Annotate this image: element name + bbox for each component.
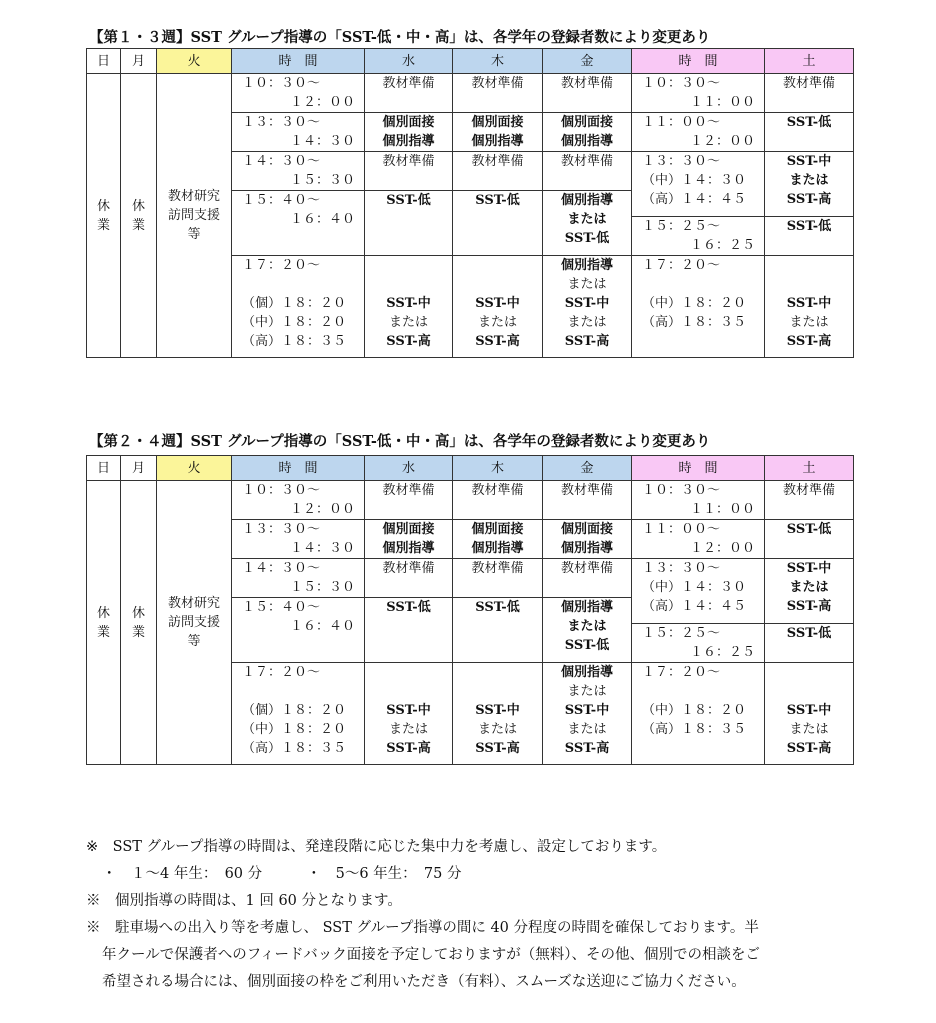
schedule-title-week-1-3: 【第１・３週】SST グループ指導の「SST-低・中・高」は、各学年の登録者数により変更あり [89,29,711,46]
header-thu: 木 [453,456,543,481]
time-slot-1540: １５：４０～ １６：４０ [232,598,365,663]
sat-1100: SST-低 [765,520,854,559]
time-slot-1430: １４：３０～ １５：３０ [232,559,365,598]
schedule-title-week-2-4: 【第２・４週】SST グループ指導の「SST-低・中・高」は、各学年の登録者数により変更あり [89,433,711,450]
header-mon: 月 [121,456,157,481]
header-row [87,456,854,481]
header-tue: 火 [157,49,232,74]
header-wed: 水 [365,49,453,74]
wed-1540: SST-低 [365,598,453,663]
schedule-table-week-1-3 [86,48,854,358]
wed-1030: 教材準備 [365,74,453,113]
sat-time-1525: １５：２５～ １６：２５ [632,217,765,256]
notes-section [86,834,760,996]
header-tue: 火 [157,456,232,481]
time-slot-1030: １０：３０～ １２：００ [232,74,365,113]
wed-1720: SST-中 または SST-高 [365,663,453,765]
sat-time-1100: １１：００～ １２：００ [632,113,765,152]
fri-1720: 個別指導 または SST-中 または SST-高 [543,663,632,765]
time-slot-1720: １７：２０～ （個）１８：２０ （中）１８：２０ （高）１８：３５ [232,663,365,765]
fri-1540: 個別指導 または SST-低 [543,191,632,256]
sat-1330: SST-中 または SST-高 [765,559,854,624]
note-sst-duration: ※ SST グループ指導の時間は、発達段階に応じた集中力を考慮し、設定しております。 [86,839,667,855]
time-slot-1030: １０：３０～ １２：００ [232,481,365,520]
wed-1720: SST-中 または SST-高 [365,256,453,358]
wed-1540: SST-低 [365,191,453,256]
fri-1720: 個別指導 または SST-中 または SST-高 [543,256,632,358]
time-slot-1330: １３：３０～ １４：３０ [232,113,365,152]
header-sat: 土 [765,456,854,481]
sat-1720: SST-中 または SST-高 [765,256,854,358]
thu-1330: 個別面接 個別指導 [453,113,543,152]
note-parking-line-2: 年クールで保護者へのフィードバック面接を予定しておりますが（無料）、その他、個別での相談をご [102,947,761,963]
fri-1330: 個別面接 個別指導 [543,113,632,152]
sat-1330: SST-中 または SST-高 [765,152,854,217]
note-grade-durations [86,861,760,888]
sat-1525: SST-低 [765,624,854,663]
time-slot-1720: １７：２０～ （個）１８：２０ （中）１８：２０ （高）１８：３５ [232,256,365,358]
bullet-grade-1-4: ・ １～4 年生： 60 分 [102,866,263,882]
thu-1030: 教材準備 [453,74,543,113]
note-parking-line-3: 希望される場合には、個別面接の枠をご利用いただき（有料）、スムーズな送迎にご協力ください。 [102,974,746,990]
thu-1030: 教材準備 [453,481,543,520]
sat-time-1720: １７：２０～ （中）１８：２０ （高）１８：３５ [632,256,765,358]
header-sun: 日 [87,456,121,481]
header-sun: 日 [87,49,121,74]
thu-1540: SST-低 [453,598,543,663]
note-parking-line-1: ※ 駐車場への出入り等を考慮し、 SST グループ指導の間に 40 分程度の時間を確保しております。半 [86,920,759,936]
sat-time-1720: １７：２０～ （中）１８：２０ （高）１８：３５ [632,663,765,765]
sat-1720: SST-中 または SST-高 [765,663,854,765]
wed-1330: 個別面接 個別指導 [365,113,453,152]
thu-1540: SST-低 [453,191,543,256]
fri-1030: 教材準備 [543,481,632,520]
closed-sun: 休 業 [87,481,121,765]
header-row [87,49,854,74]
sat-1100: SST-低 [765,113,854,152]
tue-activities: 教材研究 訪問支援 等 [157,481,232,765]
wed-1430: 教材準備 [365,559,453,598]
schedule-table-week-2-4 [86,455,854,765]
header-thu: 木 [453,49,543,74]
header-mon: 月 [121,49,157,74]
fri-1030: 教材準備 [543,74,632,113]
fri-1430: 教材準備 [543,152,632,191]
closed-mon: 休 業 [121,481,157,765]
header-sat: 土 [765,49,854,74]
sat-1030: 教材準備 [765,481,854,520]
closed-mon: 休 業 [121,74,157,358]
header-time-saturday: 時 間 [632,456,765,481]
tue-activities: 教材研究 訪問支援 等 [157,74,232,358]
header-time-weekday: 時 間 [232,49,365,74]
fri-1430: 教材準備 [543,559,632,598]
note-individual-duration: ※ 個別指導の時間は、1 回 60 分となります。 [86,893,402,909]
closed-sun: 休 業 [87,74,121,358]
time-slot-1540: １５：４０～ １６：４０ [232,191,365,256]
bullet-grade-5-6: ・ 5～6 年生： 75 分 [306,866,462,882]
time-slot-1330: １３：３０～ １４：３０ [232,520,365,559]
sat-time-1030: １０：３０～ １１：００ [632,74,765,113]
time-slot-1430: １４：３０～ １５：３０ [232,152,365,191]
header-time-saturday: 時 間 [632,49,765,74]
sat-time-1525: １５：２５～ １６：２５ [632,624,765,663]
sat-time-1330: １３：３０～ （中）１４：３０ （高）１４：４５ [632,559,765,624]
sat-time-1100: １１：００～ １２：００ [632,520,765,559]
sat-time-1030: １０：３０～ １１：００ [632,481,765,520]
wed-1030: 教材準備 [365,481,453,520]
sat-time-1330: １３：３０～ （中）１４：３０ （高）１４：４５ [632,152,765,217]
thu-1720: SST-中 または SST-高 [453,256,543,358]
thu-1430: 教材準備 [453,559,543,598]
sat-1030: 教材準備 [765,74,854,113]
fri-1540: 個別指導 または SST-低 [543,598,632,663]
header-fri: 金 [543,49,632,74]
wed-1330: 個別面接 個別指導 [365,520,453,559]
header-fri: 金 [543,456,632,481]
wed-1430: 教材準備 [365,152,453,191]
thu-1330: 個別面接 個別指導 [453,520,543,559]
header-time-weekday: 時 間 [232,456,365,481]
thu-1430: 教材準備 [453,152,543,191]
thu-1720: SST-中 または SST-高 [453,663,543,765]
sat-1525: SST-低 [765,217,854,256]
header-wed: 水 [365,456,453,481]
fri-1330: 個別面接 個別指導 [543,520,632,559]
